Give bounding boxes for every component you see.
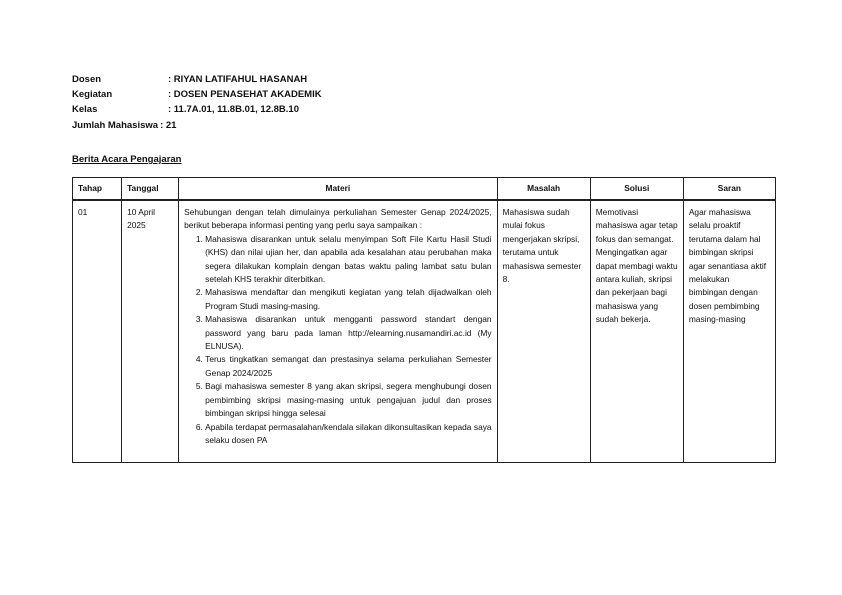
cell-tanggal: 10 April 2025 (122, 200, 179, 463)
kegiatan-value: : DOSEN PENASEHAT AKADEMIK (168, 89, 322, 101)
cell-materi (179, 200, 497, 463)
header-solusi: Solusi (590, 178, 683, 201)
table-header-row (73, 178, 776, 201)
header-masalah: Masalah (497, 178, 590, 201)
cell-tahap: 01 (73, 200, 122, 463)
kelas-label: Kelas (72, 104, 98, 116)
header-tanggal: Tanggal (122, 178, 179, 201)
table-row (73, 200, 776, 463)
kelas-value: : 11.7A.01, 11.8B.01, 12.8B.10 (168, 104, 299, 116)
jumlah-label: Jumlah Mahasiswa (72, 119, 159, 131)
materi-intro: Sehubungan dengan telah dimulainya perkuliahan Semester Genap 2024/2025, berikut beberapa informasi penting yang perlu saya sampaikan : (184, 207, 492, 231)
berita-acara-table (72, 177, 776, 463)
cell-saran: Agar mahasiswa selalu proaktif terutama dalam hal bimbingan skripsi agar senantiasa aktif melakukan bimbingan dengan dosen pembimbing masing-masing (683, 200, 775, 463)
materi-item: 1. Mahasiswa disarankan untuk selalu menyimpan Soft File Kartu Hasil Studi (KHS) dan nilai ujian her, dan apabila ada kesalahan atau perubahan maka segera dilakukan komplain dengan batas waktu paling lambat satu bulan setelah KHS terakhir diterbitkan. (205, 233, 491, 287)
section-title: Berita Acara Pengajaran (72, 154, 182, 165)
info-row-kelas (72, 102, 322, 117)
header-materi: Materi (179, 178, 497, 201)
info-row-kegiatan (72, 87, 322, 102)
materi-item: 5. Bagi mahasiswa semester 8 yang akan skripsi, segera menghubungi dosen pembimbing skripsi masing-masing untuk pengajuan judul dan proses bimbingan skripsi hingga selesai (205, 380, 491, 420)
cell-masalah: Mahasiswa sudah mulai fokus mengerjakan skripsi, terutama untuk mahasiswa semester 8. (497, 200, 590, 463)
materi-item: 4. Terus tingkatkan semangat dan prestasinya selama perkuliahan Semester Genap 2024/2025 (205, 353, 491, 380)
course-info (72, 72, 322, 133)
cell-solusi: Memotivasi mahasiswa agar tetap fokus dan semangat. Mengingatkan agar dapat membagi waktu antara kuliah, skripsi dan pekerjaan bagi mahasiswa yang sudah bekerja. (590, 200, 683, 463)
kegiatan-label: Kegiatan (72, 89, 113, 101)
header-tahap: Tahap (73, 178, 122, 201)
materi-item: 6. Apabila terdapat permasalahan/kendala silakan dikonsultasikan kepada saya selaku dosen PA (205, 421, 491, 448)
info-row-dosen (72, 72, 322, 87)
materi-list (184, 233, 491, 448)
header-saran: Saran (683, 178, 775, 201)
info-row-jumlah (72, 118, 322, 133)
dosen-label: Dosen (72, 74, 102, 85)
materi-item: 2. Mahasiswa mendaftar dan mengikuti kegiatan yang telah dijadwalkan oleh Program Studi masing-masing. (205, 286, 491, 313)
dosen-value: : RIYAN LATIFAHUL HASANAH (168, 74, 308, 85)
materi-item: 3. Mahasiswa disarankan untuk mengganti password standart dengan password yang baru pada laman http://elearning.nusamandiri.ac.id (My ELNUSA). (205, 313, 491, 353)
jumlah-value: : 21 (160, 119, 177, 131)
